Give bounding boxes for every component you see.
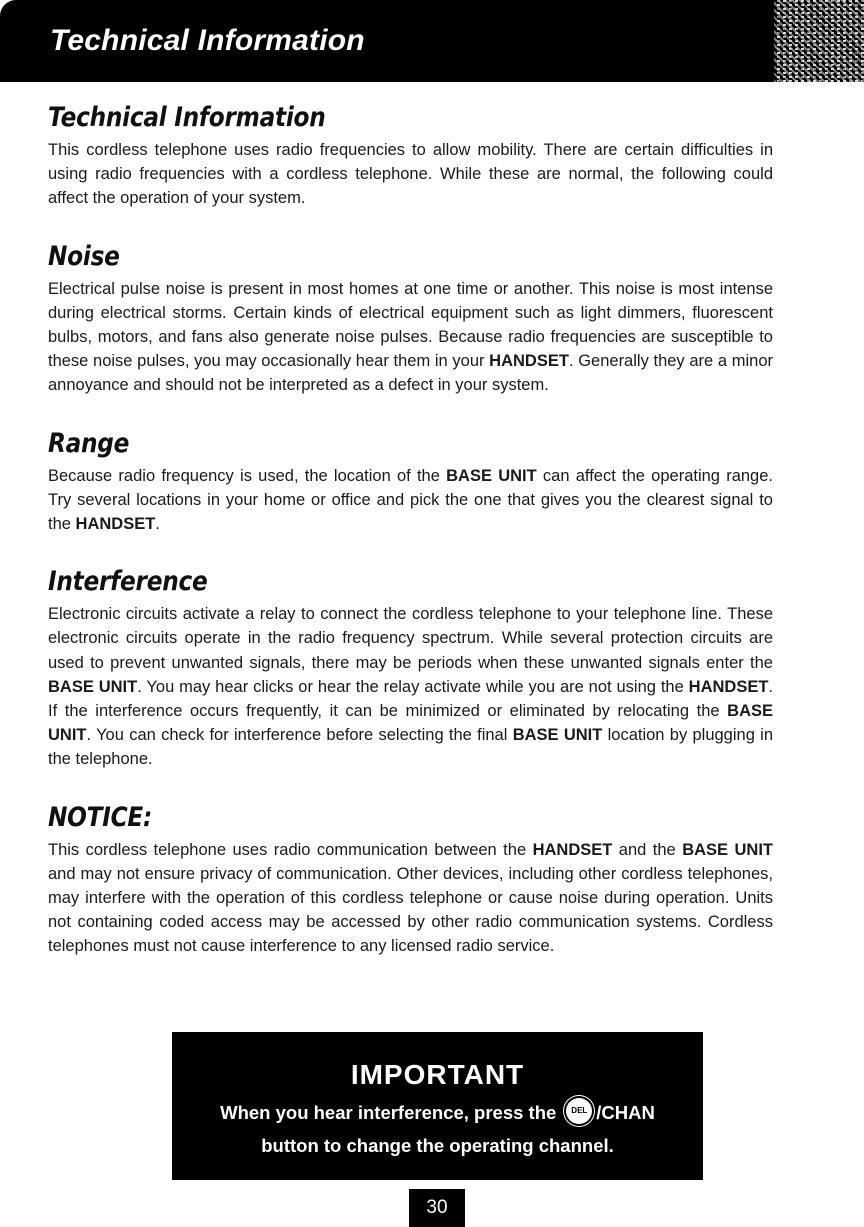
qr-code-icon — [774, 0, 864, 82]
bold-term: BASE UNIT — [48, 702, 773, 745]
section-heading: Noise — [48, 240, 120, 272]
important-line-2: button to change the operating channel. — [261, 1135, 614, 1156]
body-text-run: . Generally they are a minor annoyance and should not be interpreted as a defect in your system. — [48, 352, 773, 395]
body-text-run: . — [155, 515, 160, 534]
section-heading: Technical Information — [48, 102, 326, 133]
important-line-1-text: When you hear interference, press the — [220, 1102, 557, 1123]
important-title: IMPORTANT — [350, 1059, 525, 1090]
header-title: Technical Information — [50, 24, 365, 57]
page-number: 30 — [409, 1189, 465, 1227]
bold-term: BASE UNIT — [48, 677, 138, 696]
main-content — [48, 102, 773, 959]
body-text-run: This cordless telephone uses radio frequencies to allow mobility. There are certain difficulties in using radio frequencies with a cordless telephone. While these are normal, the following could affect the operation of your system. — [48, 141, 773, 208]
section-heading: Interference — [48, 566, 208, 598]
important-line-1-suffix: /CHAN — [596, 1102, 655, 1123]
section-technical-information — [48, 102, 773, 211]
section-body — [48, 602, 773, 771]
bold-term: BASE UNIT — [446, 466, 537, 485]
section-body — [48, 464, 773, 537]
bold-term: HANDSET — [688, 677, 769, 696]
body-text-run: Electrical pulse noise is present in most homes at one time or another. This noise is most intense during electrical storms. Certain kinds of electrical equipment such as light dimmers, fluorescent bulbs, motors, and fans also generate noise pulses. Because radio frequencies are susceptible to these noise pulses, you may occasionally hear them in your — [48, 279, 773, 371]
section-notice — [48, 802, 773, 959]
body-text-run: and the — [612, 840, 683, 859]
section-range — [48, 428, 773, 537]
del-button-icon: DEL — [564, 1096, 594, 1126]
important-line-1 — [172, 1102, 703, 1126]
body-text-run: location by plugging in the telephone. — [48, 726, 774, 769]
section-body — [48, 838, 773, 959]
body-text-run: Because radio frequency is used, the location of the — [48, 466, 447, 485]
body-text-run: Electronic circuits activate a relay to connect the cordless telephone to your telephone line. These electronic circuits operate in the radio frequency spectrum. While several protection circuits are used to prevent unwanted signals, there may be periods when these unwanted signals enter the — [48, 605, 773, 672]
body-text-run: and may not ensure privacy of communication. Other devices, including other cordless telephones, may interfere with the operation of this cordless telephone or cause noise during operation. Units not containing coded access may be accessed by other radio communication systems. Cordless telephones must not cause interference to any licensed radio service. — [48, 864, 773, 956]
bold-term: BASE UNIT — [512, 726, 603, 745]
section-heading: Range — [48, 427, 130, 459]
body-text-run: . You may hear clicks or hear the relay activate while you are not using the — [137, 677, 689, 696]
section-body — [48, 138, 773, 211]
section-body — [48, 277, 773, 398]
body-text-run: This cordless telephone uses radio communication between the — [48, 840, 533, 859]
body-text-run: . If the interference occurs frequently, it can be minimized or eliminated by relocating the — [48, 677, 774, 721]
bold-term: HANDSET — [532, 840, 613, 859]
bold-term: BASE UNIT — [682, 840, 773, 859]
section-heading: NOTICE: — [48, 801, 153, 833]
section-interference — [48, 566, 773, 771]
bold-term: HANDSET — [489, 352, 569, 371]
header-bar — [0, 0, 864, 82]
section-noise — [48, 241, 773, 398]
body-text-run: can affect the operating range. Try several locations in your home or office and pick the one that gives you the clearest signal to the — [48, 466, 773, 534]
bold-term: HANDSET — [75, 515, 156, 534]
body-text-run: . You can check for interference before selecting the final — [86, 726, 513, 745]
important-box — [172, 1032, 703, 1180]
